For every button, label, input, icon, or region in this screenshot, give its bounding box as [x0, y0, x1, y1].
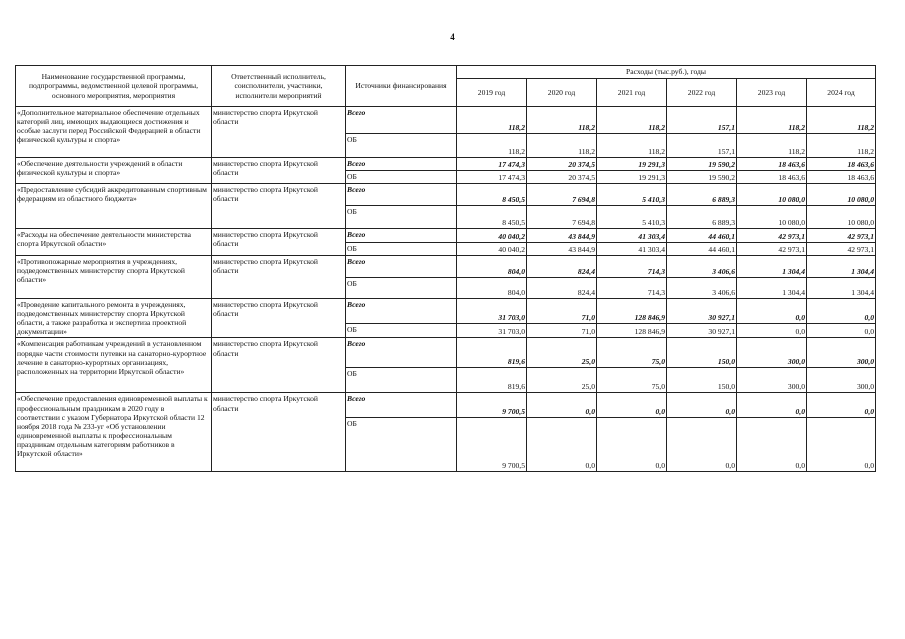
- ob-value: 8 450,5: [457, 206, 527, 229]
- ob-value: 75,0: [597, 368, 667, 393]
- total-value: 43 844,9: [527, 229, 597, 243]
- total-value: 128 846,9: [597, 299, 667, 324]
- total-value: 19 590,2: [667, 158, 737, 171]
- total-value: 18 463,6: [737, 158, 807, 171]
- total-value: 824,4: [527, 256, 597, 278]
- total-value: 75,0: [597, 338, 667, 368]
- source-total-label: Всего: [346, 229, 457, 243]
- ob-value: 40 040,2: [457, 243, 527, 256]
- total-value: 819,6: [457, 338, 527, 368]
- table-row: [16, 184, 876, 206]
- ob-value: 20 374,5: [527, 171, 597, 184]
- total-value: 18 463,6: [807, 158, 876, 171]
- header-year: 2023 год: [737, 79, 807, 107]
- total-value: 17 474,3: [457, 158, 527, 171]
- row-responsible: министерство спорта Иркутской области: [212, 107, 346, 158]
- ob-value: 118,2: [737, 134, 807, 158]
- ob-value: 0,0: [807, 323, 876, 338]
- row-name: «Расходы на обеспечение деятельности министерства спорта Иркутской области»: [16, 229, 212, 256]
- source-ob-label: ОБ: [346, 323, 457, 338]
- ob-value: 1 304,4: [737, 278, 807, 299]
- expenses-table: [15, 65, 876, 472]
- header-year: 2021 год: [597, 79, 667, 107]
- ob-value: 5 410,3: [597, 206, 667, 229]
- page-number: 4: [450, 32, 455, 42]
- ob-value: 128 846,9: [597, 323, 667, 338]
- total-value: 118,2: [737, 107, 807, 134]
- source-total-label: Всего: [346, 393, 457, 418]
- row-name: «Дополнительное материальное обеспечение отдельных категорий лиц, имеющих выдающиеся достижения и особые заслуги перед Российской Федерацией в области физической культуры и спорта»: [16, 107, 212, 158]
- ob-value: 300,0: [737, 368, 807, 393]
- source-total-label: Всего: [346, 107, 457, 134]
- source-ob-label: ОБ: [346, 243, 457, 256]
- source-total-label: Всего: [346, 338, 457, 368]
- total-value: 40 040,2: [457, 229, 527, 243]
- ob-value: 71,0: [527, 323, 597, 338]
- table-body: [16, 107, 876, 472]
- source-total-label: Всего: [346, 158, 457, 171]
- ob-value: 30 927,1: [667, 323, 737, 338]
- row-name: «Проведение капитального ремонта в учреждениях, подведомственных министерству спорта Иркутской области, а также разработка и экспертиза проектной документации»: [16, 299, 212, 338]
- table-row: [16, 299, 876, 324]
- ob-value: 118,2: [527, 134, 597, 158]
- source-total-label: Всего: [346, 256, 457, 278]
- total-value: 0,0: [737, 299, 807, 324]
- row-responsible: министерство спорта Иркутской области: [212, 393, 346, 472]
- total-value: 157,1: [667, 107, 737, 134]
- ob-value: 10 080,0: [807, 206, 876, 229]
- header-responsible: Ответственный исполнитель, соисполнители, участники, исполнители мероприятий: [212, 66, 346, 107]
- total-value: 0,0: [667, 393, 737, 418]
- header-year: 2024 год: [807, 79, 876, 107]
- row-responsible: министерство спорта Иркутской области: [212, 229, 346, 256]
- ob-value: 10 080,0: [737, 206, 807, 229]
- row-responsible: министерство спорта Иркутской области: [212, 338, 346, 393]
- row-responsible: министерство спорта Иркутской области: [212, 158, 346, 184]
- total-value: 19 291,3: [597, 158, 667, 171]
- row-responsible: министерство спорта Иркутской области: [212, 256, 346, 299]
- ob-value: 824,4: [527, 278, 597, 299]
- total-value: 42 973,1: [737, 229, 807, 243]
- total-value: 150,0: [667, 338, 737, 368]
- ob-value: 118,2: [457, 134, 527, 158]
- ob-value: 300,0: [807, 368, 876, 393]
- ob-value: 0,0: [667, 418, 737, 472]
- total-value: 118,2: [527, 107, 597, 134]
- total-value: 1 304,4: [807, 256, 876, 278]
- source-ob-label: ОБ: [346, 278, 457, 299]
- total-value: 5 410,3: [597, 184, 667, 206]
- ob-value: 43 844,9: [527, 243, 597, 256]
- total-value: 804,0: [457, 256, 527, 278]
- ob-value: 6 889,3: [667, 206, 737, 229]
- ob-value: 3 406,6: [667, 278, 737, 299]
- total-value: 118,2: [807, 107, 876, 134]
- ob-value: 19 590,2: [667, 171, 737, 184]
- total-value: 0,0: [737, 393, 807, 418]
- ob-value: 17 474,3: [457, 171, 527, 184]
- total-value: 71,0: [527, 299, 597, 324]
- total-value: 25,0: [527, 338, 597, 368]
- ob-value: 7 694,8: [527, 206, 597, 229]
- source-ob-label: ОБ: [346, 368, 457, 393]
- ob-value: 0,0: [807, 418, 876, 472]
- source-ob-label: ОБ: [346, 206, 457, 229]
- total-value: 300,0: [737, 338, 807, 368]
- total-value: 7 694,8: [527, 184, 597, 206]
- row-name: «Обеспечение предоставления единовременной выплаты к профессиональным праздникам в 2020 году в соответствии с указом Губернатора Иркутской области 12 ноября 2018 года № 233-уг «Об установлении единовременной выплаты к профессиональным праздникам отдельным категориям работников в Иркутской области»: [16, 393, 212, 472]
- row-name: «Предоставление субсидий аккредитованным спортивным федерациям из областного бюджета»: [16, 184, 212, 229]
- ob-value: 118,2: [597, 134, 667, 158]
- ob-value: 41 303,4: [597, 243, 667, 256]
- ob-value: 0,0: [597, 418, 667, 472]
- ob-value: 19 291,3: [597, 171, 667, 184]
- row-responsible: министерство спорта Иркутской области: [212, 299, 346, 338]
- total-value: 41 303,4: [597, 229, 667, 243]
- total-value: 10 080,0: [737, 184, 807, 206]
- total-value: 44 460,1: [667, 229, 737, 243]
- row-responsible: министерство спорта Иркутской области: [212, 184, 346, 229]
- ob-value: 819,6: [457, 368, 527, 393]
- header-source: Источники финансирования: [346, 66, 457, 107]
- total-value: 0,0: [807, 299, 876, 324]
- table-row: [16, 107, 876, 134]
- total-value: 118,2: [597, 107, 667, 134]
- total-value: 0,0: [527, 393, 597, 418]
- header-year: 2022 год: [667, 79, 737, 107]
- ob-value: 18 463,6: [737, 171, 807, 184]
- ob-value: 804,0: [457, 278, 527, 299]
- total-value: 300,0: [807, 338, 876, 368]
- source-ob-label: ОБ: [346, 134, 457, 158]
- ob-value: 0,0: [527, 418, 597, 472]
- total-value: 0,0: [807, 393, 876, 418]
- total-value: 20 374,5: [527, 158, 597, 171]
- table-row: [16, 158, 876, 171]
- ob-value: 31 703,0: [457, 323, 527, 338]
- ob-value: 18 463,6: [807, 171, 876, 184]
- ob-value: 0,0: [737, 418, 807, 472]
- total-value: 714,3: [597, 256, 667, 278]
- table-row: [16, 256, 876, 278]
- total-value: 42 973,1: [807, 229, 876, 243]
- header-year: 2019 год: [457, 79, 527, 107]
- ob-value: 44 460,1: [667, 243, 737, 256]
- row-name: «Противопожарные мероприятия в учреждениях, подведомственных министерству спорта Иркутской области»: [16, 256, 212, 299]
- total-value: 118,2: [457, 107, 527, 134]
- ob-value: 157,1: [667, 134, 737, 158]
- header-year: 2020 год: [527, 79, 597, 107]
- ob-value: 118,2: [807, 134, 876, 158]
- total-value: 1 304,4: [737, 256, 807, 278]
- ob-value: 25,0: [527, 368, 597, 393]
- table-row: [16, 338, 876, 368]
- source-ob-label: ОБ: [346, 171, 457, 184]
- ob-value: 0,0: [737, 323, 807, 338]
- header-name: Наименование государственной программы, подпрограммы, ведомственной целевой программы, основного мероприятия, мероприятия: [16, 66, 212, 107]
- source-total-label: Всего: [346, 299, 457, 324]
- ob-value: 714,3: [597, 278, 667, 299]
- header-expenses: Расходы (тыс.руб.), годы: [457, 66, 876, 79]
- table-row: [16, 393, 876, 418]
- total-value: 9 700,5: [457, 393, 527, 418]
- total-value: 3 406,6: [667, 256, 737, 278]
- total-value: 30 927,1: [667, 299, 737, 324]
- total-value: 10 080,0: [807, 184, 876, 206]
- total-value: 6 889,3: [667, 184, 737, 206]
- ob-value: 1 304,4: [807, 278, 876, 299]
- ob-value: 42 973,1: [807, 243, 876, 256]
- ob-value: 42 973,1: [737, 243, 807, 256]
- ob-value: 150,0: [667, 368, 737, 393]
- table-row: [16, 229, 876, 243]
- row-name: «Обеспечение деятельности учреждений в области физической культуры и спорта»: [16, 158, 212, 184]
- total-value: 0,0: [597, 393, 667, 418]
- row-name: «Компенсация работникам учреждений в установленном порядке части стоимости путевки на санаторно-курортное лечение в санаторно-курортных организациях, расположенных на территории Иркутской области»: [16, 338, 212, 393]
- ob-value: 9 700,5: [457, 418, 527, 472]
- total-value: 31 703,0: [457, 299, 527, 324]
- total-value: 8 450,5: [457, 184, 527, 206]
- source-total-label: Всего: [346, 184, 457, 206]
- source-ob-label: ОБ: [346, 418, 457, 472]
